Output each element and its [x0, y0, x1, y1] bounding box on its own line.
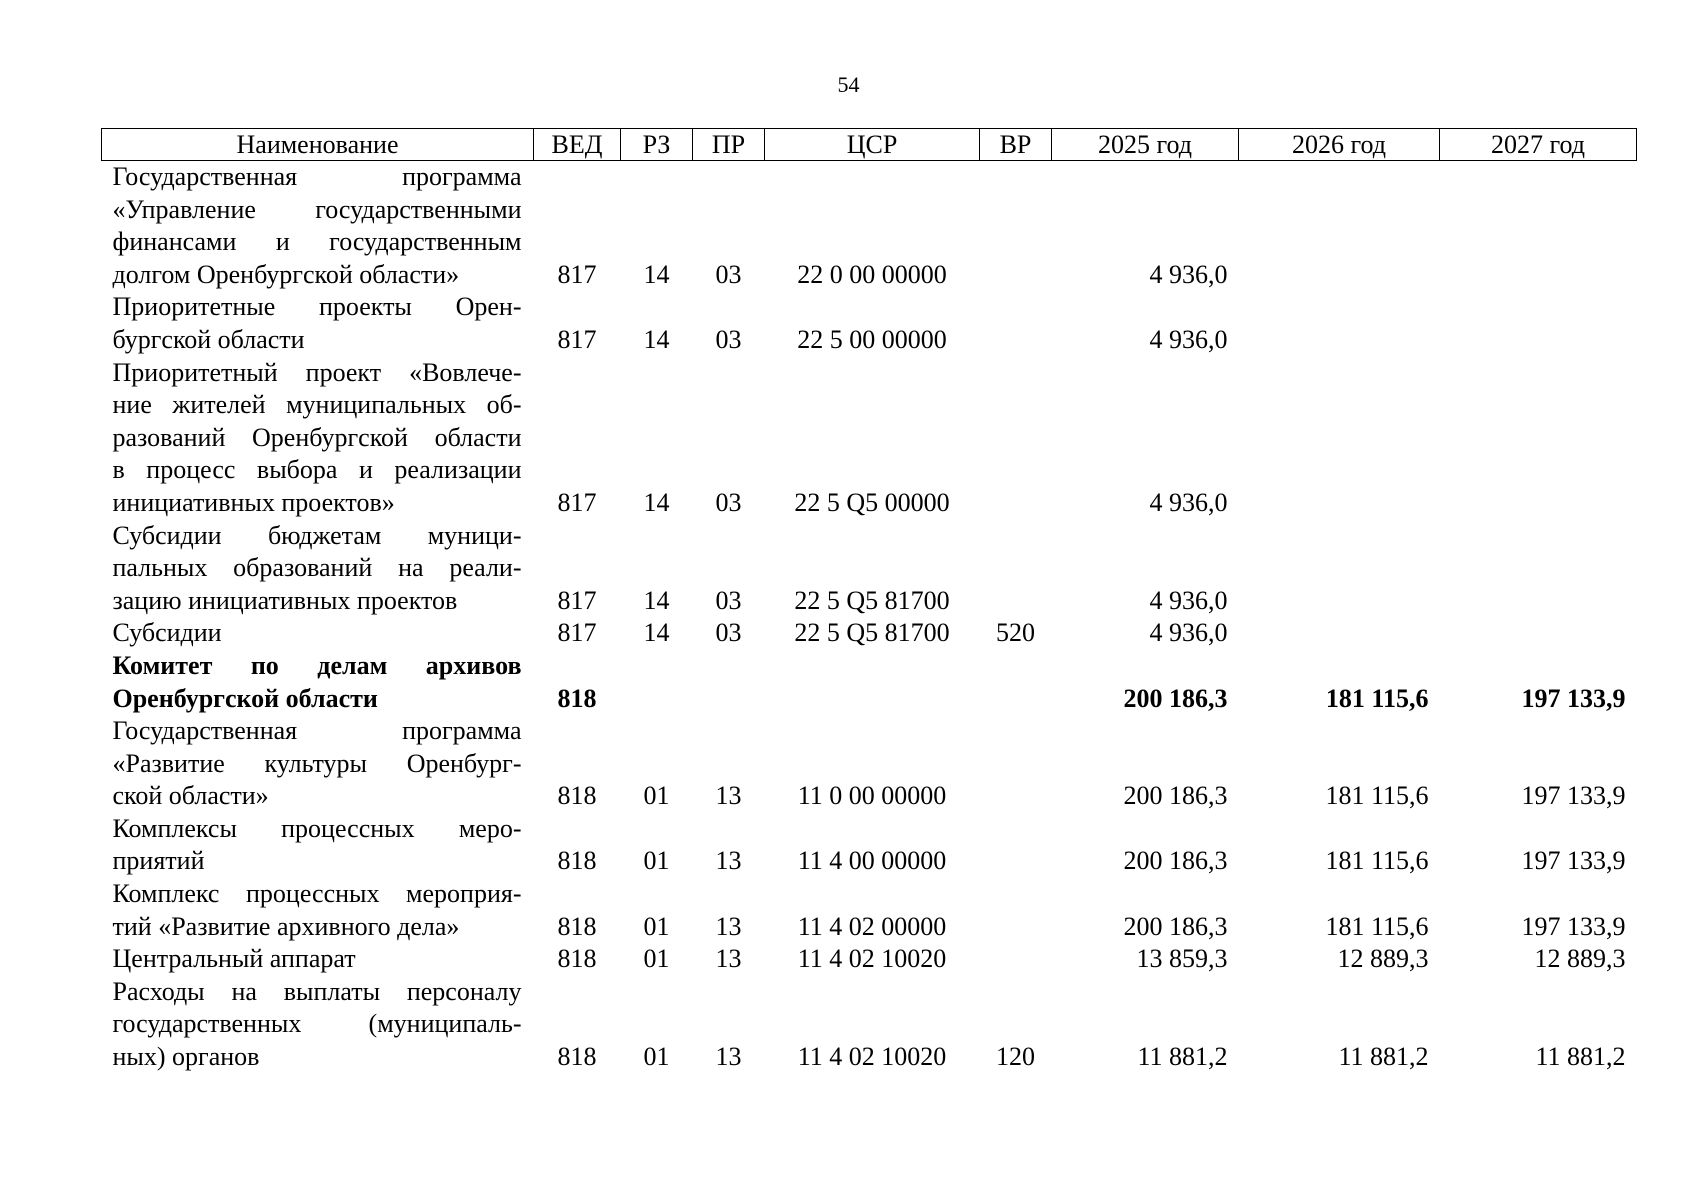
row-name-line: Субсидии	[112, 618, 222, 648]
row-name-line: приятий	[112, 846, 205, 876]
row-csr: 11 4 02 10020	[797, 944, 947, 974]
row-ved: 817	[557, 585, 597, 615]
header-2025: 2025 год	[1052, 129, 1239, 161]
row-name-line: долгом Оренбургской области»	[112, 259, 460, 289]
row-ved: 818	[557, 846, 597, 876]
row-rz: 01	[643, 1042, 670, 1072]
row-rz: 14	[643, 585, 670, 615]
row-name-line: финансами и государственным	[112, 227, 522, 257]
row-pr: 13	[715, 846, 742, 876]
row-rz: 14	[643, 618, 670, 648]
row-value-2025: 11 881,2	[1137, 1042, 1228, 1072]
row-vr	[980, 291, 1052, 356]
row-value-2025: 13 859,3	[1136, 944, 1228, 974]
row-name-line: Оренбургской области	[112, 683, 378, 713]
row-csr: 22 0 00 00000	[797, 259, 947, 289]
row-name	[102, 976, 534, 1074]
row-name	[102, 943, 534, 976]
row-name-line: Государственная программа	[112, 162, 522, 191]
row-value-2027	[1440, 520, 1637, 618]
row-value-2027: 12 889,3	[1534, 944, 1626, 974]
row-rz: 14	[643, 259, 670, 289]
row-name-line: Приоритетный проект «Вовлече-	[112, 357, 522, 387]
row-rz: 01	[643, 944, 670, 974]
header-csr: ЦСР	[765, 129, 980, 161]
row-pr: 03	[715, 585, 742, 615]
row-name-line: Комитет по делам архивов	[112, 650, 522, 680]
row-csr: 11 4 02 10020	[797, 1042, 947, 1072]
row-vr	[980, 715, 1052, 813]
row-value-2025: 4 936,0	[1149, 324, 1228, 354]
row-value-2026	[1239, 161, 1440, 292]
row-ved: 818	[557, 1042, 597, 1072]
row-name	[102, 520, 534, 618]
header-2026: 2026 год	[1239, 129, 1440, 161]
table-row	[102, 813, 1637, 878]
row-value-2026: 11 881,2	[1338, 1042, 1429, 1072]
row-vr	[980, 520, 1052, 618]
row-name-line: разований Оренбургской области	[112, 422, 522, 452]
table-row	[102, 943, 1637, 976]
table-row	[102, 715, 1637, 813]
row-ved: 818	[557, 944, 597, 974]
row-csr: 11 4 02 00000	[797, 911, 947, 941]
row-name	[102, 878, 534, 943]
row-pr: 03	[715, 259, 742, 289]
row-pr: 03	[715, 324, 742, 354]
row-name-line: Приоритетные проекты Орен-	[112, 292, 522, 322]
row-name-line: в процесс выбора и реализации	[112, 455, 522, 485]
row-rz: 01	[643, 846, 670, 876]
row-value-2027	[1440, 357, 1637, 520]
row-pr: 13	[715, 944, 742, 974]
row-vr	[980, 161, 1052, 292]
table-row	[102, 520, 1637, 618]
row-value-2027: 197 133,9	[1521, 683, 1626, 713]
row-value-2026	[1239, 357, 1440, 520]
row-value-2025: 4 936,0	[1149, 585, 1228, 615]
budget-table	[101, 128, 1637, 1074]
row-name-line: «Развитие культуры Оренбург-	[112, 748, 522, 778]
row-name-line: Центральный аппарат	[112, 944, 356, 974]
row-value-2027: 197 133,9	[1521, 846, 1626, 876]
row-value-2026: 181 115,6	[1325, 846, 1429, 876]
row-csr	[765, 650, 980, 715]
row-name-line: «Управление государственными	[112, 194, 522, 224]
row-pr: 13	[715, 911, 742, 941]
row-name-line: ных) органов	[112, 1042, 260, 1072]
row-vr	[980, 357, 1052, 520]
row-value-2027	[1440, 617, 1637, 650]
row-pr: 13	[715, 781, 742, 811]
row-name	[102, 650, 534, 715]
row-name-line: Комплексы процессных меро-	[112, 813, 522, 843]
row-name-line: зацию инициативных проектов	[112, 585, 458, 615]
row-pr	[693, 650, 765, 715]
row-value-2027: 197 133,9	[1521, 781, 1626, 811]
row-value-2026: 181 115,6	[1325, 781, 1429, 811]
row-name-line: Государственная программа	[112, 716, 522, 746]
row-ved: 818	[557, 911, 597, 941]
row-value-2026: 181 115,6	[1325, 911, 1429, 941]
row-value-2025: 4 936,0	[1149, 259, 1228, 289]
row-name	[102, 813, 534, 878]
row-value-2025: 4 936,0	[1149, 487, 1228, 517]
row-name-line: Расходы на выплаты персоналу	[112, 976, 522, 1006]
row-name	[102, 291, 534, 356]
row-name-line: тий «Развитие архивного дела»	[112, 911, 460, 941]
table-row	[102, 291, 1637, 356]
row-value-2026: 12 889,3	[1337, 944, 1429, 974]
row-name-line: инициативных проектов»	[112, 487, 395, 517]
row-vr	[980, 813, 1052, 878]
header-name: Наименование	[102, 129, 534, 161]
row-vr	[980, 943, 1052, 976]
header-2027: 2027 год	[1440, 129, 1637, 161]
row-name	[102, 715, 534, 813]
page-number: 54	[837, 72, 860, 97]
row-name-line: Комплекс процессных мероприя-	[112, 879, 522, 909]
row-name-line: государственных (муниципаль-	[112, 1009, 522, 1039]
row-csr: 22 5 Q5 81700	[794, 618, 950, 648]
row-rz: 01	[643, 781, 670, 811]
row-value-2026	[1239, 617, 1440, 650]
row-name-line: ской области»	[112, 781, 269, 811]
row-rz	[621, 650, 693, 715]
row-name-line: ние жителей муниципальных об-	[112, 390, 522, 420]
row-pr: 03	[715, 618, 742, 648]
table-header	[102, 129, 1637, 161]
table-row	[102, 650, 1637, 715]
row-value-2027	[1440, 291, 1637, 356]
row-value-2027: 11 881,2	[1535, 1042, 1626, 1072]
row-name	[102, 161, 534, 292]
row-name	[102, 617, 534, 650]
row-name-line: пальных образований на реали-	[112, 553, 522, 583]
row-ved: 817	[557, 618, 597, 648]
row-ved: 817	[557, 487, 597, 517]
row-ved: 817	[557, 259, 597, 289]
row-rz: 14	[643, 487, 670, 517]
row-name-line: бургской области	[112, 324, 305, 354]
row-value-2025: 200 186,3	[1123, 911, 1228, 941]
table-body	[102, 161, 1637, 1074]
row-value-2025: 200 186,3	[1123, 781, 1228, 811]
row-value-2026	[1239, 520, 1440, 618]
row-vr	[980, 878, 1052, 943]
row-vr	[980, 650, 1052, 715]
row-csr: 22 5 00 00000	[797, 324, 947, 354]
row-csr: 22 5 Q5 81700	[794, 585, 950, 615]
row-value-2027: 197 133,9	[1521, 911, 1626, 941]
header-ved: ВЕД	[534, 129, 621, 161]
table-row	[102, 161, 1637, 292]
header-vr: ВР	[980, 129, 1052, 161]
row-csr: 11 4 00 00000	[797, 846, 947, 876]
row-rz: 01	[643, 911, 670, 941]
row-vr: 120	[996, 1042, 1035, 1072]
row-pr: 03	[715, 487, 742, 517]
table-row	[102, 617, 1637, 650]
row-value-2025: 4 936,0	[1149, 618, 1228, 648]
row-rz: 14	[643, 324, 670, 354]
row-name	[102, 357, 534, 520]
table-row	[102, 976, 1637, 1074]
row-value-2026	[1239, 291, 1440, 356]
row-csr: 11 0 00 00000	[797, 781, 947, 811]
row-value-2025: 200 186,3	[1123, 683, 1228, 713]
row-ved: 818	[557, 781, 597, 811]
table-row	[102, 357, 1637, 520]
row-ved: 818	[557, 683, 597, 713]
row-value-2027	[1440, 161, 1637, 292]
header-rz: РЗ	[621, 129, 693, 161]
row-ved: 817	[557, 324, 597, 354]
row-pr: 13	[715, 1042, 742, 1072]
row-vr: 520	[996, 618, 1035, 648]
row-csr: 22 5 Q5 00000	[794, 487, 950, 517]
row-value-2026: 181 115,6	[1325, 683, 1429, 713]
row-value-2025: 200 186,3	[1123, 846, 1228, 876]
header-pr: ПР	[693, 129, 765, 161]
row-name-line: Субсидии бюджетам муници-	[112, 520, 522, 550]
table-row	[102, 878, 1637, 943]
